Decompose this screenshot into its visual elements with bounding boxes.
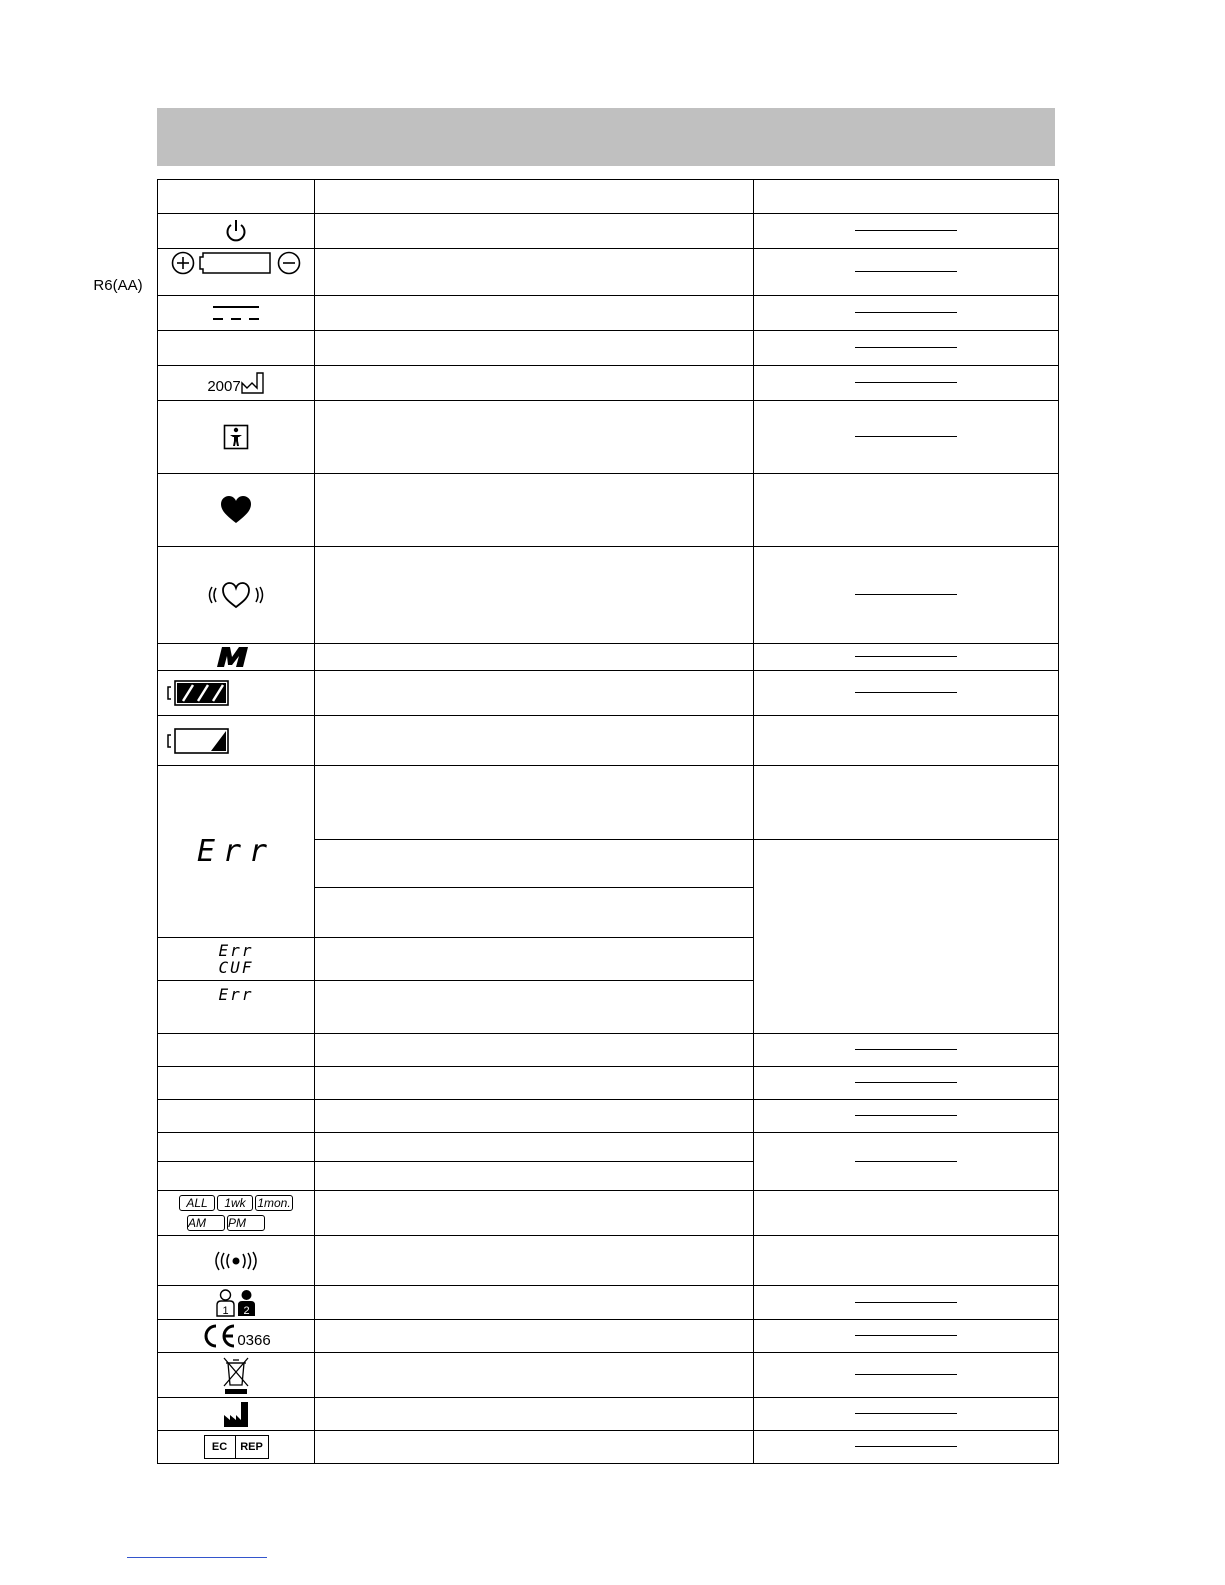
- manufacture-date-icon: [241, 371, 265, 395]
- underline: [855, 382, 957, 383]
- battery-full-icon: [167, 679, 231, 707]
- ce-mark-icon: [201, 1323, 237, 1349]
- underline: [855, 1446, 957, 1447]
- weee-disposal-icon: [221, 1355, 251, 1395]
- error-text: Err: [218, 985, 254, 1004]
- merged-cell: [754, 840, 1059, 1034]
- memory-icon: [215, 646, 257, 668]
- table-row: [158, 1133, 1059, 1162]
- cuff-error-text: CUF: [218, 958, 254, 977]
- table-row: [158, 366, 1059, 401]
- symbol-table: [93, 179, 1059, 1464]
- table-row: [158, 671, 1059, 716]
- header-band: [157, 108, 1055, 166]
- underline: [855, 1115, 957, 1116]
- underline: [855, 1161, 957, 1162]
- memory-tag-all: ALL: [179, 1195, 215, 1211]
- ec-label: EC: [205, 1436, 236, 1458]
- table-row: [158, 1100, 1059, 1133]
- memory-tag-am: AM: [187, 1215, 225, 1231]
- underline: [855, 594, 957, 595]
- memory-tag-pm: PM: [227, 1215, 265, 1231]
- underline: [855, 656, 957, 657]
- table-row: [158, 1353, 1059, 1398]
- table-row: [158, 401, 1059, 474]
- table-header-row: [158, 180, 1059, 214]
- error-display: Err: [196, 834, 276, 869]
- underline: [855, 1374, 957, 1375]
- table-row: [158, 1236, 1059, 1286]
- table-row: [158, 716, 1059, 766]
- table-row: [158, 1034, 1059, 1067]
- underline: [855, 1413, 957, 1414]
- rep-label: REP: [240, 1441, 263, 1453]
- ce-number: 0366: [237, 1332, 271, 1349]
- underline: [855, 436, 957, 437]
- underline: [855, 1082, 957, 1083]
- underline: [855, 312, 957, 313]
- battery-polarity-icon: [170, 249, 302, 277]
- table-row: [158, 296, 1059, 331]
- underline: [855, 1335, 957, 1336]
- table-row: [158, 1431, 1059, 1464]
- manufacturer-icon: [223, 1400, 249, 1428]
- movement-detection-icon: [213, 1249, 259, 1273]
- user-2-number: 2: [243, 1304, 250, 1317]
- table-row: [158, 1191, 1059, 1236]
- power-icon: [223, 218, 249, 244]
- irregular-heartbeat-icon: [205, 579, 267, 611]
- table-row: [158, 644, 1059, 671]
- underline: [855, 230, 957, 231]
- ec-rep-badge: [204, 1435, 269, 1459]
- err-cell: [158, 766, 315, 938]
- underline: [855, 692, 957, 693]
- error-text: Err: [218, 941, 254, 960]
- underline: [855, 347, 957, 348]
- underline: [855, 1049, 957, 1050]
- underline: [855, 1302, 957, 1303]
- type-bf-applied-part-icon: [223, 424, 249, 450]
- table-row: [158, 547, 1059, 644]
- table-row: [158, 766, 1059, 840]
- underline: [855, 271, 957, 272]
- manufacture-year: 2007: [207, 378, 241, 395]
- user-1-number: 1: [222, 1304, 229, 1317]
- battery-low-icon: [167, 727, 231, 755]
- table-row: [158, 1320, 1059, 1353]
- table-row: [158, 331, 1059, 366]
- table-row: [158, 214, 1059, 249]
- footer-link-line: [127, 1557, 267, 1558]
- table-row: [158, 474, 1059, 547]
- direct-current-icon: [210, 302, 262, 324]
- memory-tag-week: 1wk: [217, 1195, 253, 1211]
- user-icon: [237, 1289, 256, 1317]
- memory-tag-month: 1mon.: [255, 1195, 293, 1211]
- heart-icon: [219, 495, 253, 525]
- battery-label: R6(AA): [93, 277, 143, 294]
- table-row: [158, 249, 1059, 296]
- table-row: [158, 1286, 1059, 1320]
- table-row: [158, 1398, 1059, 1431]
- user-icon: [216, 1289, 235, 1317]
- table-row: [158, 1067, 1059, 1100]
